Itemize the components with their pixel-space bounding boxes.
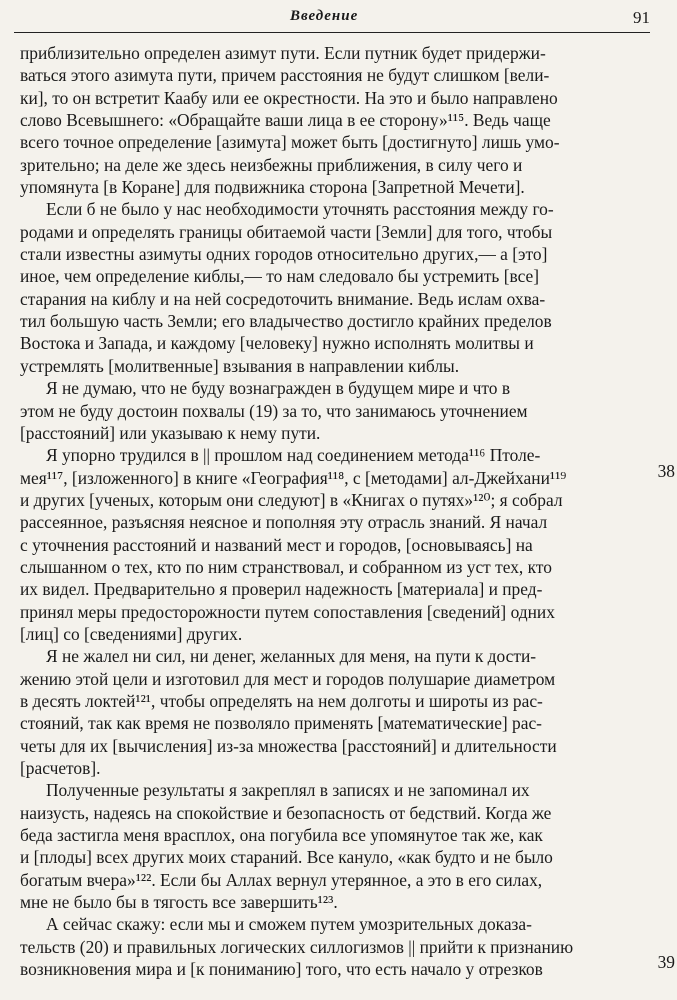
text-line: родами и определять границы обитаемой части [Земли] для того, чтобы	[20, 221, 553, 242]
text-line: рассеянное, разъясняя неясное и пополняя эту отрасль знаний. Я начал	[20, 512, 548, 533]
text-line: четы для их [вычисления] из-за множества [расстояний] и длительности	[20, 735, 557, 756]
text-line: Я не жалел ни сил, ни денег, желанных для меня, на пути к дости-	[46, 646, 537, 667]
text-line: слово Всевышнего: «Обращайте ваши лица в ее сторону»¹¹⁵. Ведь чаще	[20, 110, 551, 131]
text-line: зрительно; на деле же здесь неизбежны приближения, в силу чего и	[20, 154, 523, 175]
text-line: наизусть, надеясь на спокойствие и безопасность от бедствий. Когда же	[20, 802, 552, 823]
header-rule	[14, 32, 650, 33]
text-line: их видел. Предварительно я проверил надежность [материала] и пред-	[20, 579, 543, 600]
text-line: мея¹¹⁷, [изложенного] в книге «География¹¹⁸, с [методами] ал-Джейхани¹¹⁹	[20, 467, 567, 488]
text-line: с уточнения расстояний и названий мест и городов, [основываясь] на	[20, 534, 533, 555]
text-line: [расчетов].	[20, 758, 101, 778]
body-text	[20, 42, 651, 980]
text-line: беда застигла меня врасплох, она погубила все упомянутое так же, как	[20, 825, 543, 846]
text-line: иное, чем определение киблы,— то нам следовало бы устремить [все]	[20, 266, 540, 287]
text-line: и [плоды] всех других моих стараний. Все кануло, «как будто и не было	[20, 847, 553, 868]
text-line: [лиц] со [сведениями] других.	[20, 623, 243, 644]
text-line: ки], то он встретит Каабу или ее окрестности. На это и было направлено	[20, 87, 558, 108]
text-line: упомянута [в Коране] для подвижника сторона [Запретной Мечети].	[20, 177, 525, 198]
text-line: мне не было бы в тягость все завершить¹²³.	[20, 892, 338, 913]
text-line: тил большую часть Земли; его владычество достигло крайних пределов	[20, 311, 552, 332]
text-line: ваться этого азимута пути, причем расстояния не будут слишком [вели-	[20, 65, 550, 86]
margin-note: 38	[657, 461, 675, 481]
text-line: возникновения мира и [к пониманию] того, что есть начало у отрезков	[20, 959, 543, 980]
text-line: старания на киблу и на ней сосредоточить внимание. Ведь ислам охва-	[20, 288, 546, 309]
text-line: Я упорно трудился в || прошлом над соединением метода¹¹⁶ Птоле-	[46, 445, 541, 466]
text-line: и других [ученых, которым они следуют] в «Книгах о путях»¹²⁰; я собрал	[20, 489, 563, 510]
text-line: богатым вчера»¹²². Если бы Аллах вернул утерянное, а это в его силах,	[20, 869, 543, 890]
text-line: тельств (20) и правильных логических силлогизмов || прийти к признанию	[20, 936, 574, 957]
text-line: в десять локтей¹²¹, чтобы определять на нем долготы и широты из рас-	[20, 690, 543, 711]
text-line: этом не буду достоин похвалы (19) за то, что занимаюсь уточнением	[20, 400, 528, 421]
text-line: приблизительно определен азимут пути. Если путник будет придержи-	[20, 43, 546, 63]
text-line: Если б не было у нас необходимости уточнять расстояния между го-	[46, 199, 554, 220]
text-line: всего точное определение [азимута] может быть [достигнуто] лишь умо-	[20, 132, 560, 153]
margin-note: 39	[657, 952, 675, 972]
text-line: слышанном о тех, кто по ним странствовал, и собранном из уст тех, кто	[20, 556, 552, 577]
text-line: стояний, так как время не позволяло применять [математические] рас-	[20, 713, 542, 734]
text-line: [расстояний] или указываю к нему пути.	[20, 422, 321, 443]
text-line: А сейчас скажу: если мы и сможем путем умозрительных доказа-	[46, 914, 532, 935]
text-line: стали известны азимуты одних городов относительно других,— а [это]	[20, 244, 548, 265]
text-line: Востока и Запада, и каждому [человеку] нужно исполнять молитвы и	[20, 333, 534, 354]
page-number: 91	[633, 8, 650, 27]
running-header	[14, 4, 650, 32]
text-line: Я не думаю, что не буду вознагражден в будущем мире и что в	[46, 378, 511, 399]
section-title: Введение	[290, 8, 359, 24]
text-line: устремлять [молитвенные] взывания в направлении киблы.	[20, 355, 460, 376]
text-line: Полученные результаты я закреплял в записях и не запоминал их	[46, 780, 530, 801]
text-line: жению этой цели и изготовил для мест и городов полушарие диаметром	[20, 668, 556, 689]
text-line: принял меры предосторожности путем сопоставления [сведений] одних	[20, 601, 555, 622]
